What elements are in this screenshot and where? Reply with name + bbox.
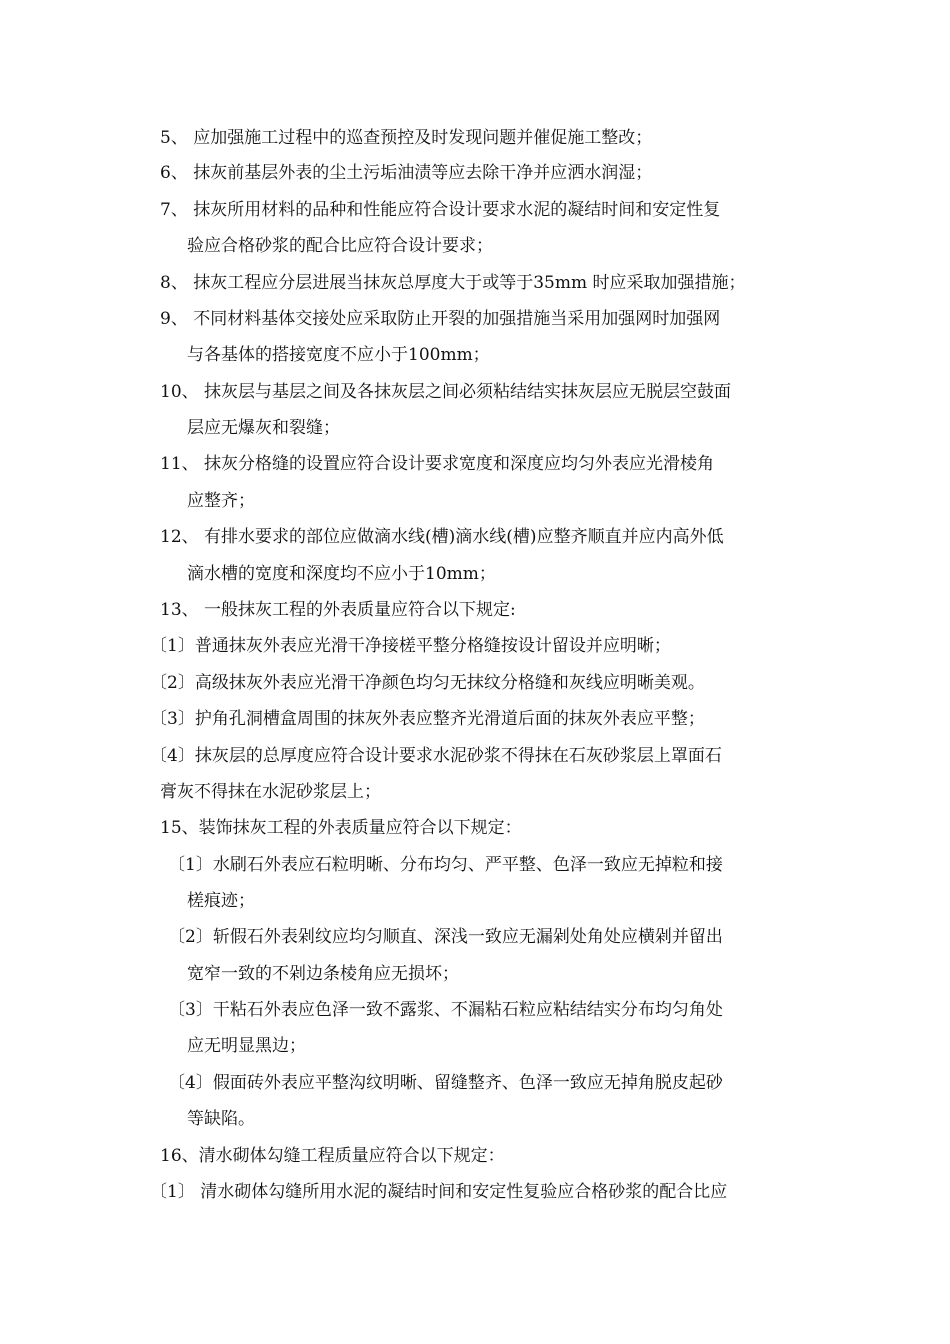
list-item-8: 8、 抹灰工程应分层进展当抹灰总厚度大于或等于35mm 时应采取加强措施；	[160, 273, 746, 293]
list-item-10: 10、 抹灰层与基层之间及各抹灰层之间必须粘结结实抹灰层应无脱层空鼓面	[160, 382, 732, 402]
list-item-6: 6、 抹灰前基层外表的尘土污垢油渍等应去除干净并应洒水润湿；	[160, 163, 653, 183]
sub-item-15-3-cont: 应无明显黑边；	[187, 1036, 306, 1056]
list-item-11: 11、 抹灰分格缝的设置应符合设计要求宽度和深度应均匀外表应光滑棱角	[160, 454, 715, 474]
list-item-13: 13、 一般抹灰工程的外表质量应符合以下规定:	[160, 600, 516, 620]
sub-item-15-1-cont: 槎痕迹；	[187, 891, 255, 911]
list-item-15: 15、装饰抹灰工程的外表质量应符合以下规定：	[160, 818, 522, 838]
sub-item-13-2: 〔2〕高级抹灰外表应光滑干净颜色均匀无抹纹分格缝和灰线应明晰美观。	[150, 673, 705, 693]
list-item-10-cont: 层应无爆灰和裂缝；	[187, 418, 340, 438]
list-item-9-cont: 与各基体的搭接宽度不应小于100mm；	[187, 345, 490, 365]
list-item-16: 16、清水砌体勾缝工程质量应符合以下规定：	[160, 1146, 505, 1166]
list-item-7-cont: 验应合格砂浆的配合比应符合设计要求；	[187, 236, 493, 256]
sub-item-13-1: 〔1〕普通抹灰外表应光滑干净接槎平整分格缝按设计留设并应明晰；	[150, 636, 671, 656]
list-item-5: 5、 应加强施工过程中的巡查预控及时发现问题并催促施工整改；	[160, 128, 653, 148]
sub-item-13-4: 〔4〕抹灰层的总厚度应符合设计要求水泥砂浆不得抹在石灰砂浆层上罩面石	[150, 746, 722, 766]
sub-item-13-4-cont: 膏灰不得抹在水泥砂浆层上；	[160, 782, 381, 802]
sub-item-15-2: 〔2〕斩假石外表剁纹应均匀顺直、深浅一致应无漏剁处角处应横剁并留出	[168, 927, 723, 947]
list-item-12: 12、 有排水要求的部位应做滴水线(槽)滴水线(槽)应整齐顺直并应内高外低	[160, 527, 724, 547]
list-item-12-cont: 滴水槽的宽度和深度均不应小于10mm；	[187, 564, 496, 584]
sub-item-15-3: 〔3〕干粘石外表应色泽一致不露浆、不漏粘石粒应粘结结实分布均匀角处	[168, 1000, 723, 1020]
sub-item-15-4-cont: 等缺陷。	[187, 1109, 255, 1129]
sub-item-15-2-cont: 宽窄一致的不剁边条棱角应无损坏；	[187, 964, 459, 984]
list-item-7: 7、 抹灰所用材料的品种和性能应符合设计要求水泥的凝结时间和安定性复	[160, 200, 721, 220]
sub-item-13-3: 〔3〕护角孔洞槽盒周围的抹灰外表应整齐光滑道后面的抹灰外表应平整；	[150, 709, 705, 729]
sub-item-15-1: 〔1〕水刷石外表应石粒明晰、分布均匀、严平整、色泽一致应无掉粒和接	[168, 855, 723, 875]
list-item-9: 9、 不同材料基体交接处应采取防止开裂的加强措施当采用加强网时加强网	[160, 309, 721, 329]
sub-item-15-4: 〔4〕假面砖外表应平整沟纹明晰、留缝整齐、色泽一致应无掉角脱皮起砂	[168, 1073, 723, 1093]
sub-item-16-1: 〔1〕 清水砌体勾缝所用水泥的凝结时间和安定性复验应合格砂浆的配合比应	[150, 1182, 728, 1202]
list-item-11-cont: 应整齐；	[187, 491, 255, 511]
